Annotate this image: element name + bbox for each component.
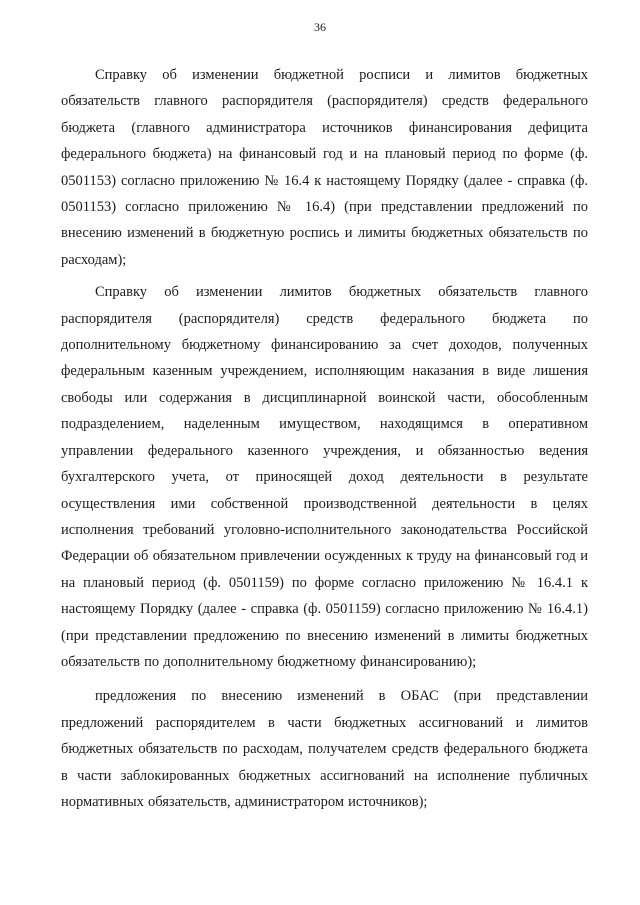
paragraph-obas-proposals: предложения по внесению изменений в ОБАС (при представлении предложений распорядителем в части бюджетных ассигнований и лимитов бюджетных обязательств по расходам, получателем средств федерального бюджета в части заблокированных бюджетных ассигнований на исполнение публичных нормативных обязательств, администратором источников); (61, 688, 588, 810)
paragraph-certificate-additional-financing: Справку об изменении лимитов бюджетных обязательств главного распорядителя (распорядителя) средств федерального бюджета по дополнительному бюджетному финансированию за счет доходов, полученных федеральным казенным учреждением, исполняющим наказания в виде лишения свободы или содержания в дисциплинарной воинской части, обособленным подразделением, наделенным имуществом, находящимся в оперативном управлении федерального казенного учреждения, и обязанностью ведения бухгалтерского учета, от приносящей доход деятельности в результате осуществления ими собственной производственной деятельности в целях исполнения требований уголовно-исполнительного законодательства Российской Федерации об обязательном привлечении осужденных к труду на финансовый год и на плановый период (ф. 0501159) по форме согласно приложению № 16.4.1 к настоящему Порядку (далее - справка (ф. 0501159) согласно приложению № 16.4.1) (при представлении предложению по внесению изменений в лимиты бюджетных обязательств по дополнительному бюджетному финансированию); (61, 284, 588, 670)
document-body (61, 62, 588, 815)
page-number: 36 (314, 20, 326, 34)
paragraph-certificate-budget-changes: Справку об изменении бюджетной росписи и лимитов бюджетных обязательств главного распорядителя (распорядителя) средств федерального бюджета (главного администратора источников финансирования дефицита федерального бюджета) на финансовый год и на плановый период по форме (ф. 0501153) согласно приложению № 16.4 к настоящему Порядку (далее - справка (ф. 0501153) согласно приложению № 16.4) (при представлении предложений по внесению изменений в бюджетную роспись и лимиты бюджетных обязательств по расходам); (61, 67, 588, 268)
